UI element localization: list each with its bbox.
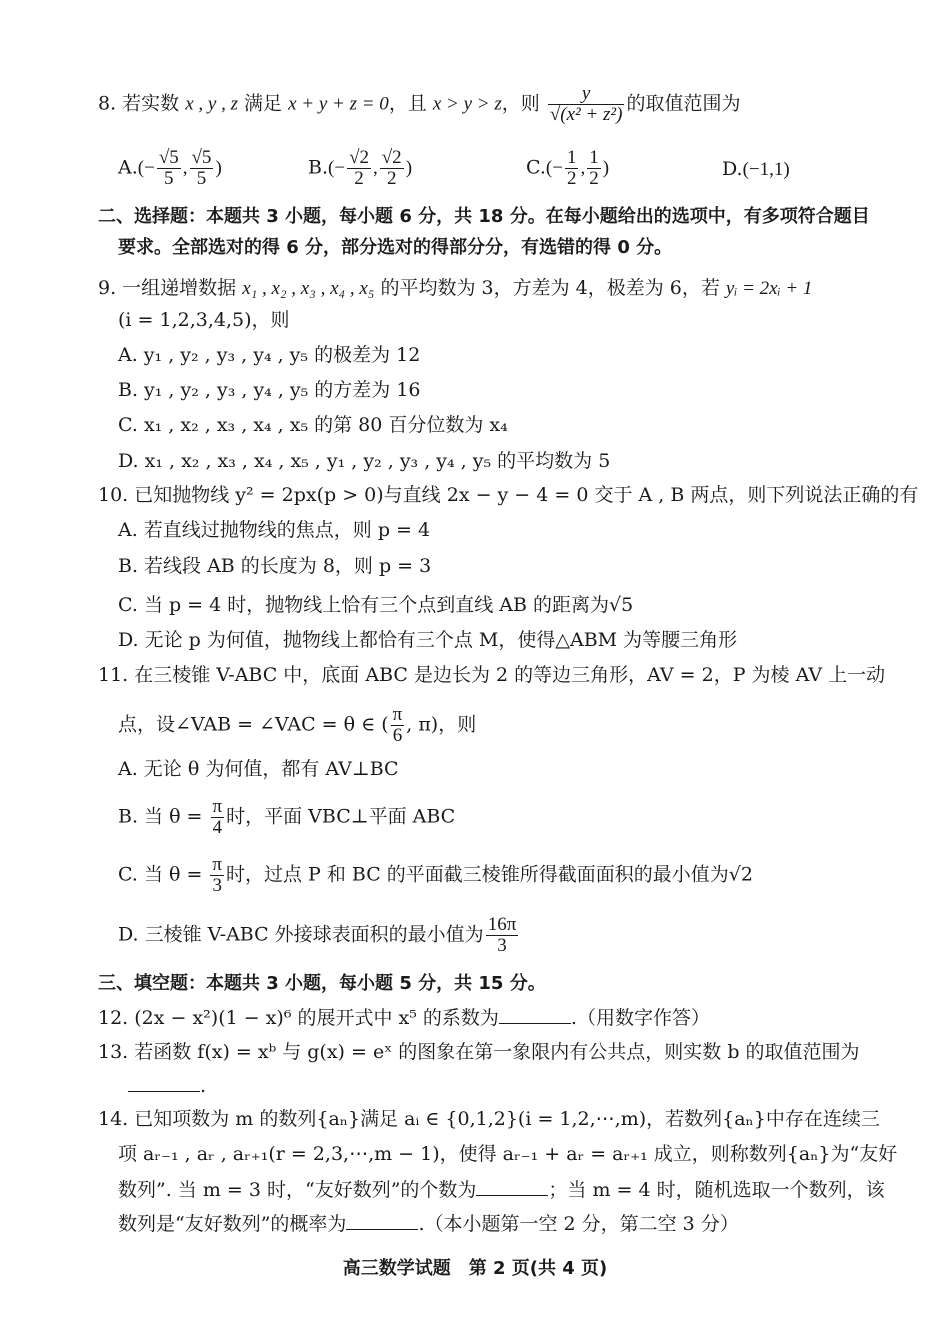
q8-a-frac2 [190, 148, 214, 189]
q8-a-mid: , [182, 157, 188, 179]
q8-stem-and: ，且 [388, 92, 433, 115]
q8-stem-mid: 满足 [237, 92, 289, 115]
q8-c-d2: 2 [589, 168, 599, 189]
q9-option-d: D. x₁ , x₂ , x₃ , x₄ , x₅ , y₁ , y₂ , y₃ , y₄ , y₅ 的平均数为 5 [118, 450, 611, 472]
q10-option-d: D. 无论 p 为何值，抛物线上都恰有三个点 M，使得△ABM 为等腰三角形 [118, 629, 738, 651]
q8-a-n1: √5 [158, 147, 179, 168]
q10-option-b: B. 若线段 AB 的长度为 8，则 p = 3 [118, 555, 432, 577]
q8-b-mid: , [373, 157, 378, 179]
q14-stem-line3 [118, 1177, 885, 1202]
q9-option-a: A. y₁ , y₂ , y₃ , y₄ , y₅ 的极差为 12 [118, 344, 421, 366]
q9-l1b: 的平均数为 3，方差为 4，极差为 6，若 [374, 277, 726, 299]
q10-option-c: C. 当 p = 4 时，抛物线上恰有三个点到直线 AB 的距离为√5 [118, 594, 634, 616]
q10-option-a: A. 若直线过抛物线的焦点，则 p = 4 [118, 519, 431, 541]
q8-stem-end: 的取值范围为 [626, 92, 741, 115]
q11-option-b [118, 797, 455, 838]
q12-stem [98, 1005, 710, 1030]
q11-b-b: 时，平面 VBC⊥平面 ABC [226, 805, 456, 828]
q12-note: .（用数字作答） [570, 1007, 710, 1029]
q11-d-a: D. 三棱锥 V-ABC 外接球表面积的最小值为 [118, 923, 484, 946]
q13-stem-line2 [128, 1073, 206, 1098]
page-footer: 高三数学试题 第 2 页(共 4 页) [342, 1258, 608, 1279]
q14-answer-blank-1[interactable] [476, 1177, 548, 1196]
q11-stem-line2 [118, 705, 476, 746]
q14-l3b: ；当 m = 4 时，随机选取一个数列，该 [548, 1179, 885, 1201]
q11-option-a: A. 无论 θ 为何值，都有 AV⊥BC [118, 758, 399, 780]
q12-answer-blank[interactable] [499, 1005, 571, 1024]
q8-a-label: A. [118, 156, 138, 179]
q8-stem-start: 8. 若实数 [98, 92, 180, 115]
q9-stem-line1 [98, 276, 812, 301]
q11-b-a: B. 当 θ = [118, 805, 209, 828]
q8-c-mid: , [580, 157, 586, 179]
q8-a-d1: 5 [164, 168, 174, 189]
q11-l2b: , π)，则 [406, 713, 477, 736]
q11-option-d [118, 915, 520, 956]
q8-c-n2: 1 [589, 147, 599, 168]
q11-d-num: 16π [487, 914, 517, 935]
q9-l1a: 9. 一组递增数据 [98, 277, 243, 299]
q8-d-text: (−1,1) [742, 159, 790, 180]
q8-b-left: (− [328, 157, 346, 179]
q11-d-den: 3 [497, 935, 507, 956]
q8-frac-den: √(x² + z²) [549, 104, 623, 125]
q8-vars: x , y , z [185, 93, 238, 115]
q8-c-frac2 [587, 148, 601, 189]
q14-l4a: 数列是“友好数列”的概率为 [118, 1213, 347, 1235]
q8-option-b [308, 148, 412, 189]
q8-b-frac1 [347, 148, 371, 189]
q8-option-c [526, 148, 609, 189]
q8-a-d2: 5 [196, 168, 207, 189]
q11-l2-den: 6 [392, 725, 403, 746]
section-2-header-line1: 二、选择题：本题共 3 小题，每小题 6 分，共 18 分。在每小题给出的选项中，有多项符合题目 [98, 206, 870, 227]
q9-option-c: C. x₁ , x₂ , x₃ , x₄ , x₅ 的第 80 百分位数为 x₄ [118, 414, 508, 436]
q8-option-a [118, 148, 222, 189]
q11-b-num: π [212, 796, 223, 817]
q11-b-frac [211, 797, 225, 838]
q11-c-frac [210, 855, 224, 896]
q14-stem-line2: 项 aᵣ₋₁ , aᵣ , aᵣ₊₁(r = 2,3,⋯,m − 1)，使得 aᵣ₋₁ + aᵣ = aᵣ₊₁ 成立，则称数列{aₙ}为“友好 [118, 1143, 898, 1165]
q9-option-b: B. y₁ , y₂ , y₃ , y₄ , y₅ 的方差为 16 [118, 379, 421, 401]
q14-stem-line1: 14. 已知项数为 m 的数列{aₙ}满足 aᵢ ∈ {0,1,2}(i = 1,2,⋯,m)，若数列{aₙ}中存在连续三 [98, 1108, 880, 1130]
q13-stem-line1: 13. 若函数 f(x) = xᵇ 与 g(x) = eˣ 的图象在第一象限内有公共点，则实数 b 的取值范围为 [98, 1041, 860, 1063]
q8-a-left: (− [137, 157, 155, 179]
q8-stem-then: ，则 [501, 92, 540, 115]
q8-fraction [548, 84, 625, 125]
q11-c-a: C. 当 θ = [118, 863, 209, 886]
q11-l2-frac [391, 705, 405, 746]
q9-eq: yᵢ = 2xᵢ + 1 [725, 278, 813, 299]
q9-vars: x₁ , x₂ , x₃ , x₄ , x₅ [242, 278, 375, 299]
q11-b-den: 4 [212, 817, 223, 838]
q13-answer-blank[interactable] [128, 1073, 200, 1092]
q8-b-label: B. [308, 156, 329, 179]
q8-c-d1: 2 [566, 168, 577, 189]
q8-c-n1: 1 [566, 147, 577, 168]
q11-d-frac [486, 915, 519, 956]
section-3-header: 三、填空题：本题共 3 小题，每小题 5 分，共 15 分。 [98, 973, 546, 994]
q8-condition: x + y + z = 0 [288, 93, 389, 115]
q8-order: x > y > z [432, 93, 502, 115]
q8-frac-num: y [548, 84, 625, 105]
q8-a-frac1 [157, 148, 181, 189]
q14-l3a: 数列”. 当 m = 3 时，“友好数列”的个数为 [118, 1179, 477, 1201]
q8-c-left: (− [545, 157, 563, 179]
q8-stem [98, 84, 740, 125]
q13-end: . [200, 1075, 207, 1097]
q8-c-label: C. [526, 156, 546, 179]
q8-b-right: ) [405, 157, 413, 179]
q9-stem-line2: (i = 1,2,3,4,5)，则 [118, 309, 290, 331]
section-2-header-line2: 要求。全部选对的得 6 分，部分选对的得部分分，有选错的得 0 分。 [118, 237, 673, 258]
q8-b-frac2 [380, 148, 404, 189]
q8-b-d2: 2 [386, 168, 397, 189]
q11-l2a: 点，设∠VAB = ∠VAC = θ ∈ ( [118, 713, 389, 736]
q8-b-n2: √2 [381, 147, 402, 168]
q11-c-den: 3 [212, 875, 222, 896]
q14-l4b: .（本小题第一空 2 分，第二空 3 分） [418, 1213, 739, 1235]
q11-l2-num: π [392, 704, 403, 725]
q14-stem-line4 [118, 1211, 739, 1236]
q8-c-right: ) [602, 157, 610, 179]
q11-c-num: π [212, 854, 223, 875]
q8-option-d [722, 158, 790, 181]
q12-text: 12. (2x − x²)(1 − x)⁶ 的展开式中 x⁵ 的系数为 [98, 1007, 499, 1029]
q10-stem: 10. 已知抛物线 y² = 2px(p > 0)与直线 2x − y − 4 = 0 交于 A , B 两点，则下列说法正确的有 [98, 484, 919, 506]
q8-b-n1: √2 [349, 147, 369, 168]
q8-a-right: ) [215, 157, 222, 179]
q8-b-d1: 2 [354, 168, 364, 189]
q8-a-n2: √5 [191, 147, 212, 168]
q11-c-b: 时，过点 P 和 BC 的平面截三棱锥所得截面面积的最小值为√2 [226, 863, 754, 886]
q11-option-c [118, 855, 753, 896]
q14-answer-blank-2[interactable] [346, 1211, 418, 1230]
q8-c-frac1 [565, 148, 579, 189]
q11-stem-line1: 11. 在三棱锥 V-ABC 中，底面 ABC 是边长为 2 的等边三角形，AV = 2，P 为棱 AV 上一动 [98, 664, 886, 686]
q8-d-label: D. [722, 158, 743, 180]
